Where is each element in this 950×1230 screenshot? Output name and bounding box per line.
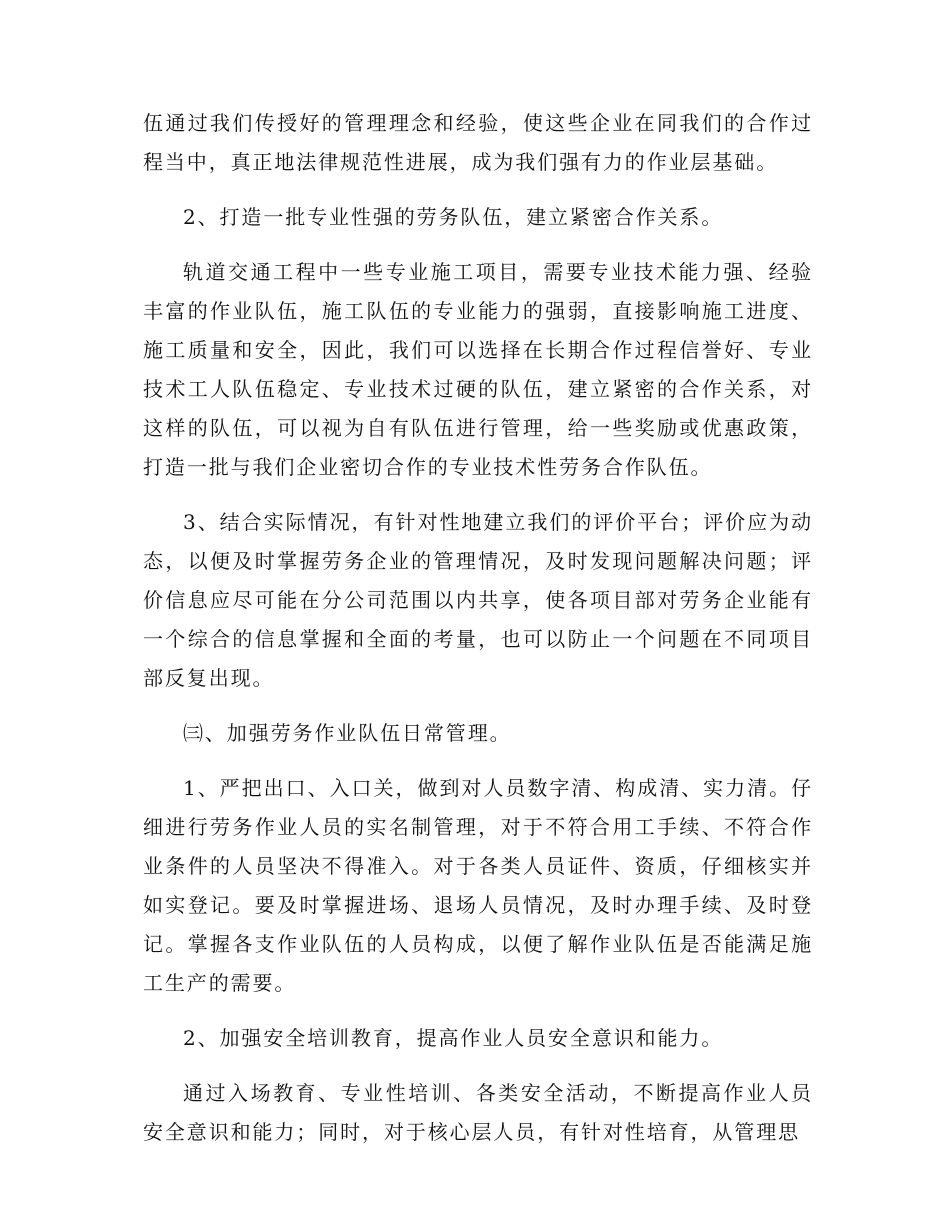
document-body <box>143 104 813 1168</box>
paragraph-continuation: 伍通过我们传授好的管理理念和经验，使这些企业在同我们的合作过程当中，真正地法律规范性进展，成为我们强有力的作业层基础。 <box>143 111 813 174</box>
paragraph-safety-education: 通过入场教育、专业性培训、各类安全活动，不断提高作业人员安全意识和能力；同时，对于核心层人员，有针对性培育，从管理思 <box>143 1081 813 1144</box>
paragraph-evaluation-platform: 3、结合实际情况，有针对性地建立我们的评价平台；评价应为动态，以便及时掌握劳务企业的管理情况，及时发现问题解决问题；评价信息应尽可能在分公司范围以内共享，使各项目部对劳务企业能有一个综合的信息掌握和全面的考量，也可以防止一个问题在不同项目部反复出现。 <box>143 510 813 690</box>
paragraph-rail-transit-teams: 轨道交通工程中一些专业施工项目，需要专业技术能力强、经验丰富的作业队伍，施工队伍的专业能力的强弱，直接影响施工进度、施工质量和安全，因此，我们可以选择在长期合作过程信誉好、专业技术工人队伍稳定、专业技术过硬的队伍，建立紧密的合作关系，对这样的队伍，可以视为自有队伍进行管理，给一些奖励或优惠政策，打造一批与我们企业密切合作的专业技术性劳务合作队伍。 <box>143 260 813 479</box>
section-heading-daily-management: ㈢、加强劳务作业队伍日常管理。 <box>183 721 512 745</box>
section-heading-safety-training: 2、加强安全培训教育，提高作业人员安全意识和能力。 <box>183 1026 724 1050</box>
paragraph-entry-exit-control: 1、严把出口、入口关，做到对人员数字清、构成清、实力清。仔细进行劳务作业人员的实名制管理，对于不符合用工手续、不符合作业条件的人员坚决不得准入。对于各类人员证件、资质，仔细核实并如实登记。要及时掌握进场、退场人员情况，及时办理手续、及时登记。掌握各支作业队伍的人员构成，以便了解作业队伍是否能满足施工生产的需要。 <box>143 776 813 995</box>
section-heading-build-teams: 2、打造一批专业性强的劳务队伍，建立紧密合作关系。 <box>183 205 724 229</box>
